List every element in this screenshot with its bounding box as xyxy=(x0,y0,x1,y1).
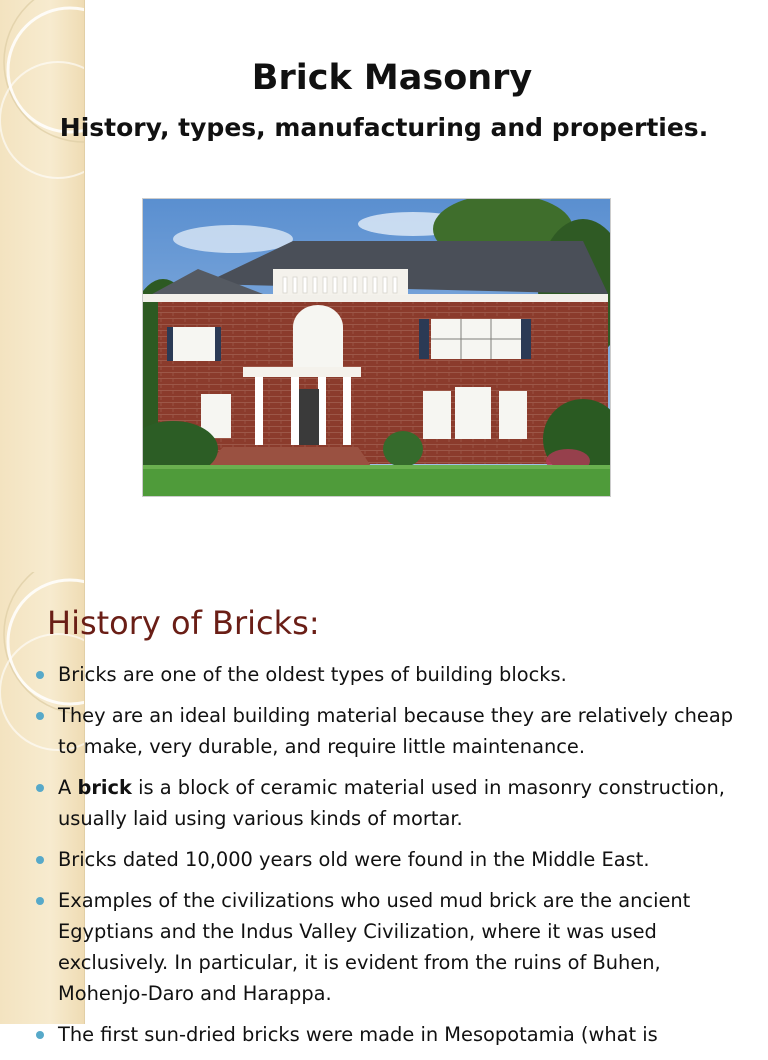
list-item xyxy=(36,659,748,690)
bullet-text-post: is a block of ceramic material used in masonry construction, usually laid using various kinds of mortar. xyxy=(58,776,725,830)
bullet-text: They are an ideal building material because they are relatively cheap to make, very durable, and require little maintenance. xyxy=(58,704,734,758)
bullet-text: Examples of the civilizations who used mud brick are the ancient Egyptians and the Indus Valley Civilization, where it was used exclusively. In particular, it is evident from the ruins of Buhen, Mohenjo-Daro and Harappa. xyxy=(58,889,691,1005)
bullet-bold-term: brick xyxy=(77,776,132,799)
list-item xyxy=(36,844,748,875)
brick-house-photo xyxy=(142,198,611,497)
bullet-text: Bricks are one of the oldest types of building blocks. xyxy=(58,663,567,686)
bullet-text: Bricks dated 10,000 years old were found in the Middle East. xyxy=(58,848,650,871)
section-heading: History of Bricks: xyxy=(47,604,320,642)
bullet-dot-icon xyxy=(36,856,44,864)
bullet-dot-icon xyxy=(36,671,44,679)
bullet-dot-icon xyxy=(36,1031,44,1039)
bullet-text-pre: A xyxy=(58,776,78,799)
bullet-list xyxy=(36,659,748,1060)
list-item xyxy=(36,700,748,762)
list-item xyxy=(36,885,748,1009)
bullet-text: The first sun-dried bricks were made in Mesopotamia (what is xyxy=(58,1023,658,1046)
bullet-dot-icon xyxy=(36,784,44,792)
list-item xyxy=(36,772,748,834)
bullet-dot-icon xyxy=(36,897,44,905)
slide-title: Brick Masonry xyxy=(251,58,533,98)
slide-subtitle: History, types, manufacturing and properties. xyxy=(59,113,709,142)
bullet-dot-icon xyxy=(36,712,44,720)
